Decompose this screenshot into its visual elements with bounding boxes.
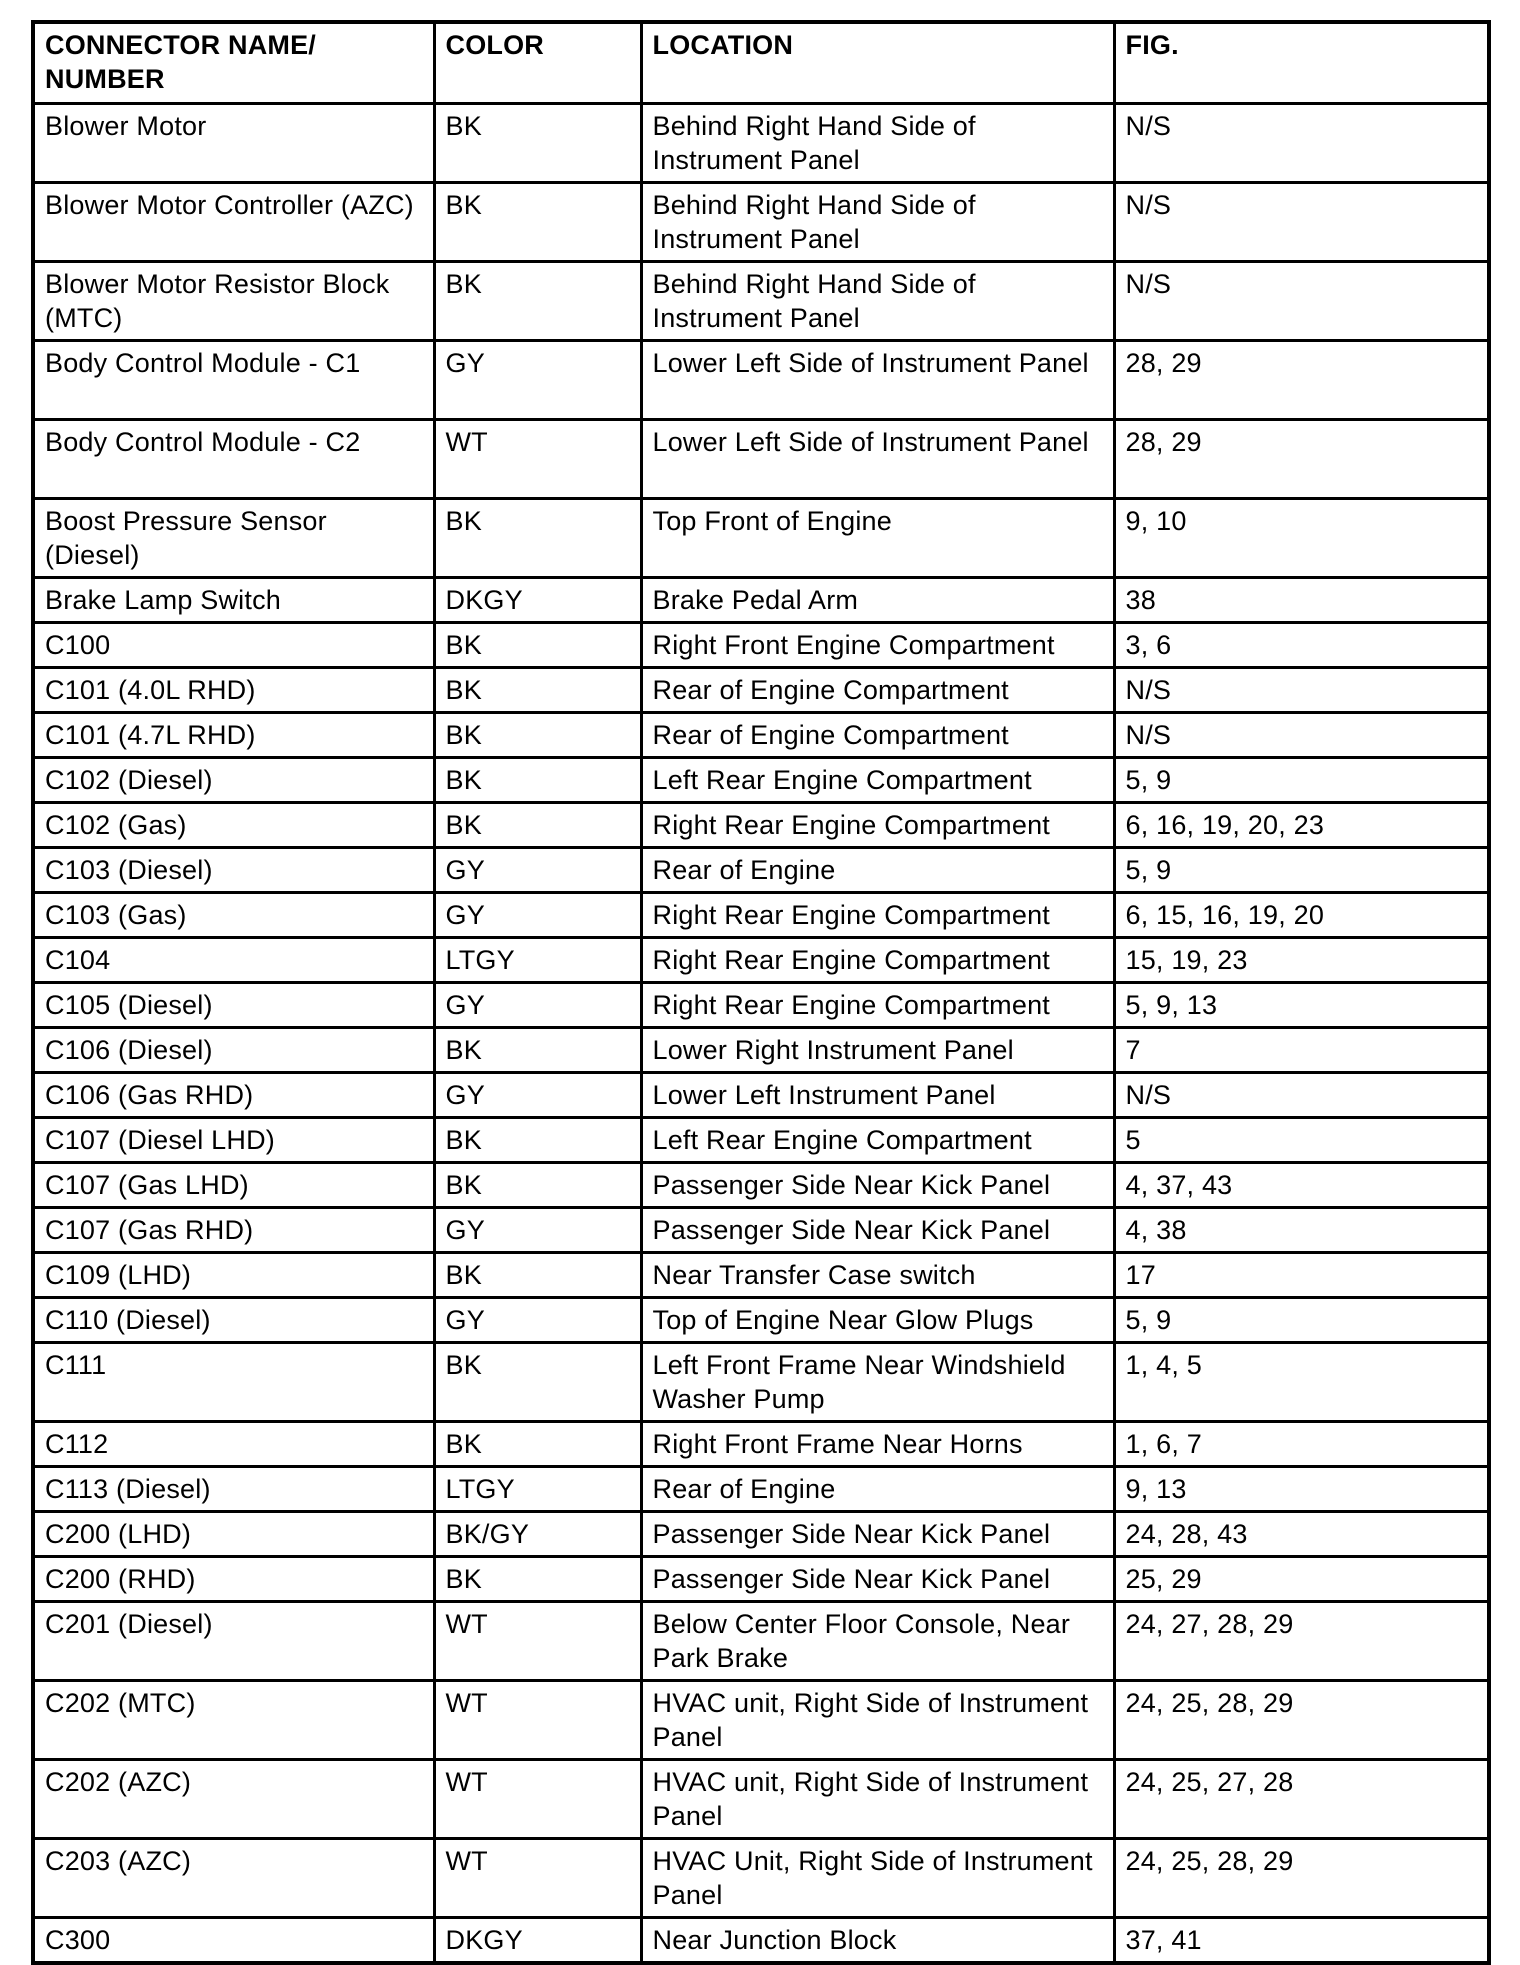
connector-name-cell: C203 (AZC): [33, 1839, 434, 1918]
table-row: [33, 183, 1489, 262]
color-cell: BK: [434, 1422, 641, 1467]
location-cell: Right Rear Engine Compartment: [641, 938, 1114, 983]
connector-name-cell: Brake Lamp Switch: [33, 578, 434, 623]
color-cell: BK: [434, 1253, 641, 1298]
table-row: [33, 104, 1489, 183]
color-cell: LTGY: [434, 1467, 641, 1512]
location-cell: Behind Right Hand Side of Instrument Panel: [641, 183, 1114, 262]
fig-cell: 4, 37, 43: [1114, 1163, 1489, 1208]
table-row: [33, 341, 1489, 420]
table-row: [33, 1602, 1489, 1681]
location-cell: Right Front Frame Near Horns: [641, 1422, 1114, 1467]
fig-cell: 24, 27, 28, 29: [1114, 1602, 1489, 1681]
color-cell: WT: [434, 1760, 641, 1839]
connector-name-cell: C107 (Gas RHD): [33, 1208, 434, 1253]
connector-name-cell: C107 (Diesel LHD): [33, 1118, 434, 1163]
fig-cell: N/S: [1114, 668, 1489, 713]
location-cell: Rear of Engine Compartment: [641, 668, 1114, 713]
color-cell: WT: [434, 1681, 641, 1760]
location-cell: Lower Left Side of Instrument Panel: [641, 341, 1114, 420]
connector-name-cell: C112: [33, 1422, 434, 1467]
location-cell: Brake Pedal Arm: [641, 578, 1114, 623]
color-cell: BK: [434, 758, 641, 803]
location-cell: HVAC unit, Right Side of Instrument Panel: [641, 1681, 1114, 1760]
location-cell: Rear of Engine Compartment: [641, 713, 1114, 758]
table-row: [33, 893, 1489, 938]
location-cell: Rear of Engine: [641, 848, 1114, 893]
color-cell: LTGY: [434, 938, 641, 983]
table-row: [33, 623, 1489, 668]
connector-name-cell: C102 (Gas): [33, 803, 434, 848]
fig-cell: 9, 13: [1114, 1467, 1489, 1512]
fig-cell: 28, 29: [1114, 420, 1489, 499]
fig-cell: N/S: [1114, 104, 1489, 183]
location-cell: Left Front Frame Near Windshield Washer Pump: [641, 1343, 1114, 1422]
location-cell: Near Transfer Case switch: [641, 1253, 1114, 1298]
connector-name-cell: C200 (RHD): [33, 1557, 434, 1602]
color-cell: BK: [434, 183, 641, 262]
fig-cell: 37, 41: [1114, 1918, 1489, 1964]
fig-cell: 1, 6, 7: [1114, 1422, 1489, 1467]
location-cell: Left Rear Engine Compartment: [641, 1118, 1114, 1163]
color-cell: BK: [434, 1343, 641, 1422]
table-row: [33, 668, 1489, 713]
location-cell: Rear of Engine: [641, 1467, 1114, 1512]
fig-cell: 24, 25, 28, 29: [1114, 1839, 1489, 1918]
connector-name-cell: C109 (LHD): [33, 1253, 434, 1298]
location-cell: Top of Engine Near Glow Plugs: [641, 1298, 1114, 1343]
connector-name-cell: C106 (Gas RHD): [33, 1073, 434, 1118]
table-row: [33, 1557, 1489, 1602]
table-row: [33, 1073, 1489, 1118]
connector-name-cell: C110 (Diesel): [33, 1298, 434, 1343]
location-cell: Passenger Side Near Kick Panel: [641, 1208, 1114, 1253]
fig-cell: 38: [1114, 578, 1489, 623]
fig-cell: 5: [1114, 1118, 1489, 1163]
header-row: [33, 22, 1489, 104]
location-cell: Below Center Floor Console, Near Park Brake: [641, 1602, 1114, 1681]
table-row: [33, 1467, 1489, 1512]
fig-cell: 28, 29: [1114, 341, 1489, 420]
color-cell: WT: [434, 1602, 641, 1681]
connector-name-cell: C100: [33, 623, 434, 668]
connector-name-cell: C300: [33, 1918, 434, 1964]
location-cell: Lower Left Instrument Panel: [641, 1073, 1114, 1118]
location-cell: Passenger Side Near Kick Panel: [641, 1557, 1114, 1602]
color-cell: GY: [434, 848, 641, 893]
table-row: [33, 1118, 1489, 1163]
location-cell: Near Junction Block: [641, 1918, 1114, 1964]
connector-name-cell: C106 (Diesel): [33, 1028, 434, 1073]
fig-cell: 15, 19, 23: [1114, 938, 1489, 983]
color-cell: DKGY: [434, 1918, 641, 1964]
color-cell: WT: [434, 1839, 641, 1918]
header-color: COLOR: [434, 22, 641, 104]
connector-name-cell: C102 (Diesel): [33, 758, 434, 803]
fig-cell: 6, 16, 19, 20, 23: [1114, 803, 1489, 848]
table-row: [33, 938, 1489, 983]
table-row: [33, 1918, 1489, 1964]
table-row: [33, 420, 1489, 499]
color-cell: BK: [434, 623, 641, 668]
connector-name-cell: C200 (LHD): [33, 1512, 434, 1557]
connector-name-cell: C202 (AZC): [33, 1760, 434, 1839]
color-cell: BK: [434, 668, 641, 713]
table-row: [33, 262, 1489, 341]
location-cell: Lower Left Side of Instrument Panel: [641, 420, 1114, 499]
fig-cell: 7: [1114, 1028, 1489, 1073]
color-cell: BK: [434, 262, 641, 341]
location-cell: HVAC unit, Right Side of Instrument Panel: [641, 1760, 1114, 1839]
location-cell: Behind Right Hand Side of Instrument Panel: [641, 262, 1114, 341]
location-cell: Right Rear Engine Compartment: [641, 983, 1114, 1028]
color-cell: GY: [434, 893, 641, 938]
connector-name-cell: Blower Motor Resistor Block (MTC): [33, 262, 434, 341]
table-row: [33, 578, 1489, 623]
table-row: [33, 1253, 1489, 1298]
fig-cell: 1, 4, 5: [1114, 1343, 1489, 1422]
color-cell: DKGY: [434, 578, 641, 623]
fig-cell: 5, 9: [1114, 848, 1489, 893]
color-cell: BK/GY: [434, 1512, 641, 1557]
location-cell: Right Rear Engine Compartment: [641, 893, 1114, 938]
fig-cell: 6, 15, 16, 19, 20: [1114, 893, 1489, 938]
table-row: [33, 1760, 1489, 1839]
table-row: [33, 1512, 1489, 1557]
connector-name-cell: C202 (MTC): [33, 1681, 434, 1760]
connector-name-cell: Boost Pressure Sensor (Diesel): [33, 499, 434, 578]
table-row: [33, 758, 1489, 803]
location-cell: Left Rear Engine Compartment: [641, 758, 1114, 803]
table-header: [33, 22, 1489, 104]
connector-name-cell: C104: [33, 938, 434, 983]
fig-cell: N/S: [1114, 1073, 1489, 1118]
table-row: [33, 1681, 1489, 1760]
color-cell: GY: [434, 983, 641, 1028]
table-row: [33, 1298, 1489, 1343]
fig-cell: 24, 28, 43: [1114, 1512, 1489, 1557]
location-cell: Right Front Engine Compartment: [641, 623, 1114, 668]
color-cell: BK: [434, 1028, 641, 1073]
table-row: [33, 1343, 1489, 1422]
table-row: [33, 713, 1489, 758]
connector-name-cell: C101 (4.7L RHD): [33, 713, 434, 758]
connector-name-cell: C103 (Diesel): [33, 848, 434, 893]
fig-cell: 3, 6: [1114, 623, 1489, 668]
color-cell: BK: [434, 713, 641, 758]
fig-cell: N/S: [1114, 262, 1489, 341]
color-cell: GY: [434, 1073, 641, 1118]
connector-name-cell: Body Control Module - C2: [33, 420, 434, 499]
connector-name-cell: C105 (Diesel): [33, 983, 434, 1028]
fig-cell: 9, 10: [1114, 499, 1489, 578]
fig-cell: 24, 25, 27, 28: [1114, 1760, 1489, 1839]
color-cell: GY: [434, 1298, 641, 1343]
color-cell: GY: [434, 341, 641, 420]
fig-cell: 5, 9: [1114, 758, 1489, 803]
connector-name-cell: Body Control Module - C1: [33, 341, 434, 420]
fig-cell: 4, 38: [1114, 1208, 1489, 1253]
location-cell: HVAC Unit, Right Side of Instrument Panel: [641, 1839, 1114, 1918]
fig-cell: N/S: [1114, 183, 1489, 262]
color-cell: WT: [434, 420, 641, 499]
table-row: [33, 1163, 1489, 1208]
connector-name-cell: Blower Motor: [33, 104, 434, 183]
location-cell: Passenger Side Near Kick Panel: [641, 1512, 1114, 1557]
table-row: [33, 1208, 1489, 1253]
fig-cell: 5, 9: [1114, 1298, 1489, 1343]
table-body: [33, 104, 1489, 1964]
table-row: [33, 983, 1489, 1028]
header-connector-name: CONNECTOR NAME/ NUMBER: [33, 22, 434, 104]
table-row: [33, 803, 1489, 848]
fig-cell: 25, 29: [1114, 1557, 1489, 1602]
color-cell: BK: [434, 499, 641, 578]
connector-table: [31, 20, 1491, 1965]
location-cell: Right Rear Engine Compartment: [641, 803, 1114, 848]
connector-name-cell: C101 (4.0L RHD): [33, 668, 434, 713]
table-row: [33, 499, 1489, 578]
connector-name-cell: C113 (Diesel): [33, 1467, 434, 1512]
location-cell: Behind Right Hand Side of Instrument Panel: [641, 104, 1114, 183]
header-location: LOCATION: [641, 22, 1114, 104]
fig-cell: 24, 25, 28, 29: [1114, 1681, 1489, 1760]
table-row: [33, 1028, 1489, 1073]
color-cell: BK: [434, 1163, 641, 1208]
fig-cell: 5, 9, 13: [1114, 983, 1489, 1028]
table-row: [33, 1422, 1489, 1467]
color-cell: GY: [434, 1208, 641, 1253]
color-cell: BK: [434, 104, 641, 183]
color-cell: BK: [434, 803, 641, 848]
table-row: [33, 848, 1489, 893]
connector-name-cell: Blower Motor Controller (AZC): [33, 183, 434, 262]
color-cell: BK: [434, 1118, 641, 1163]
fig-cell: 17: [1114, 1253, 1489, 1298]
location-cell: Top Front of Engine: [641, 499, 1114, 578]
location-cell: Lower Right Instrument Panel: [641, 1028, 1114, 1073]
location-cell: Passenger Side Near Kick Panel: [641, 1163, 1114, 1208]
header-fig: FIG.: [1114, 22, 1489, 104]
color-cell: BK: [434, 1557, 641, 1602]
connector-name-cell: C201 (Diesel): [33, 1602, 434, 1681]
connector-name-cell: C111: [33, 1343, 434, 1422]
connector-name-cell: C107 (Gas LHD): [33, 1163, 434, 1208]
connector-name-cell: C103 (Gas): [33, 893, 434, 938]
fig-cell: N/S: [1114, 713, 1489, 758]
